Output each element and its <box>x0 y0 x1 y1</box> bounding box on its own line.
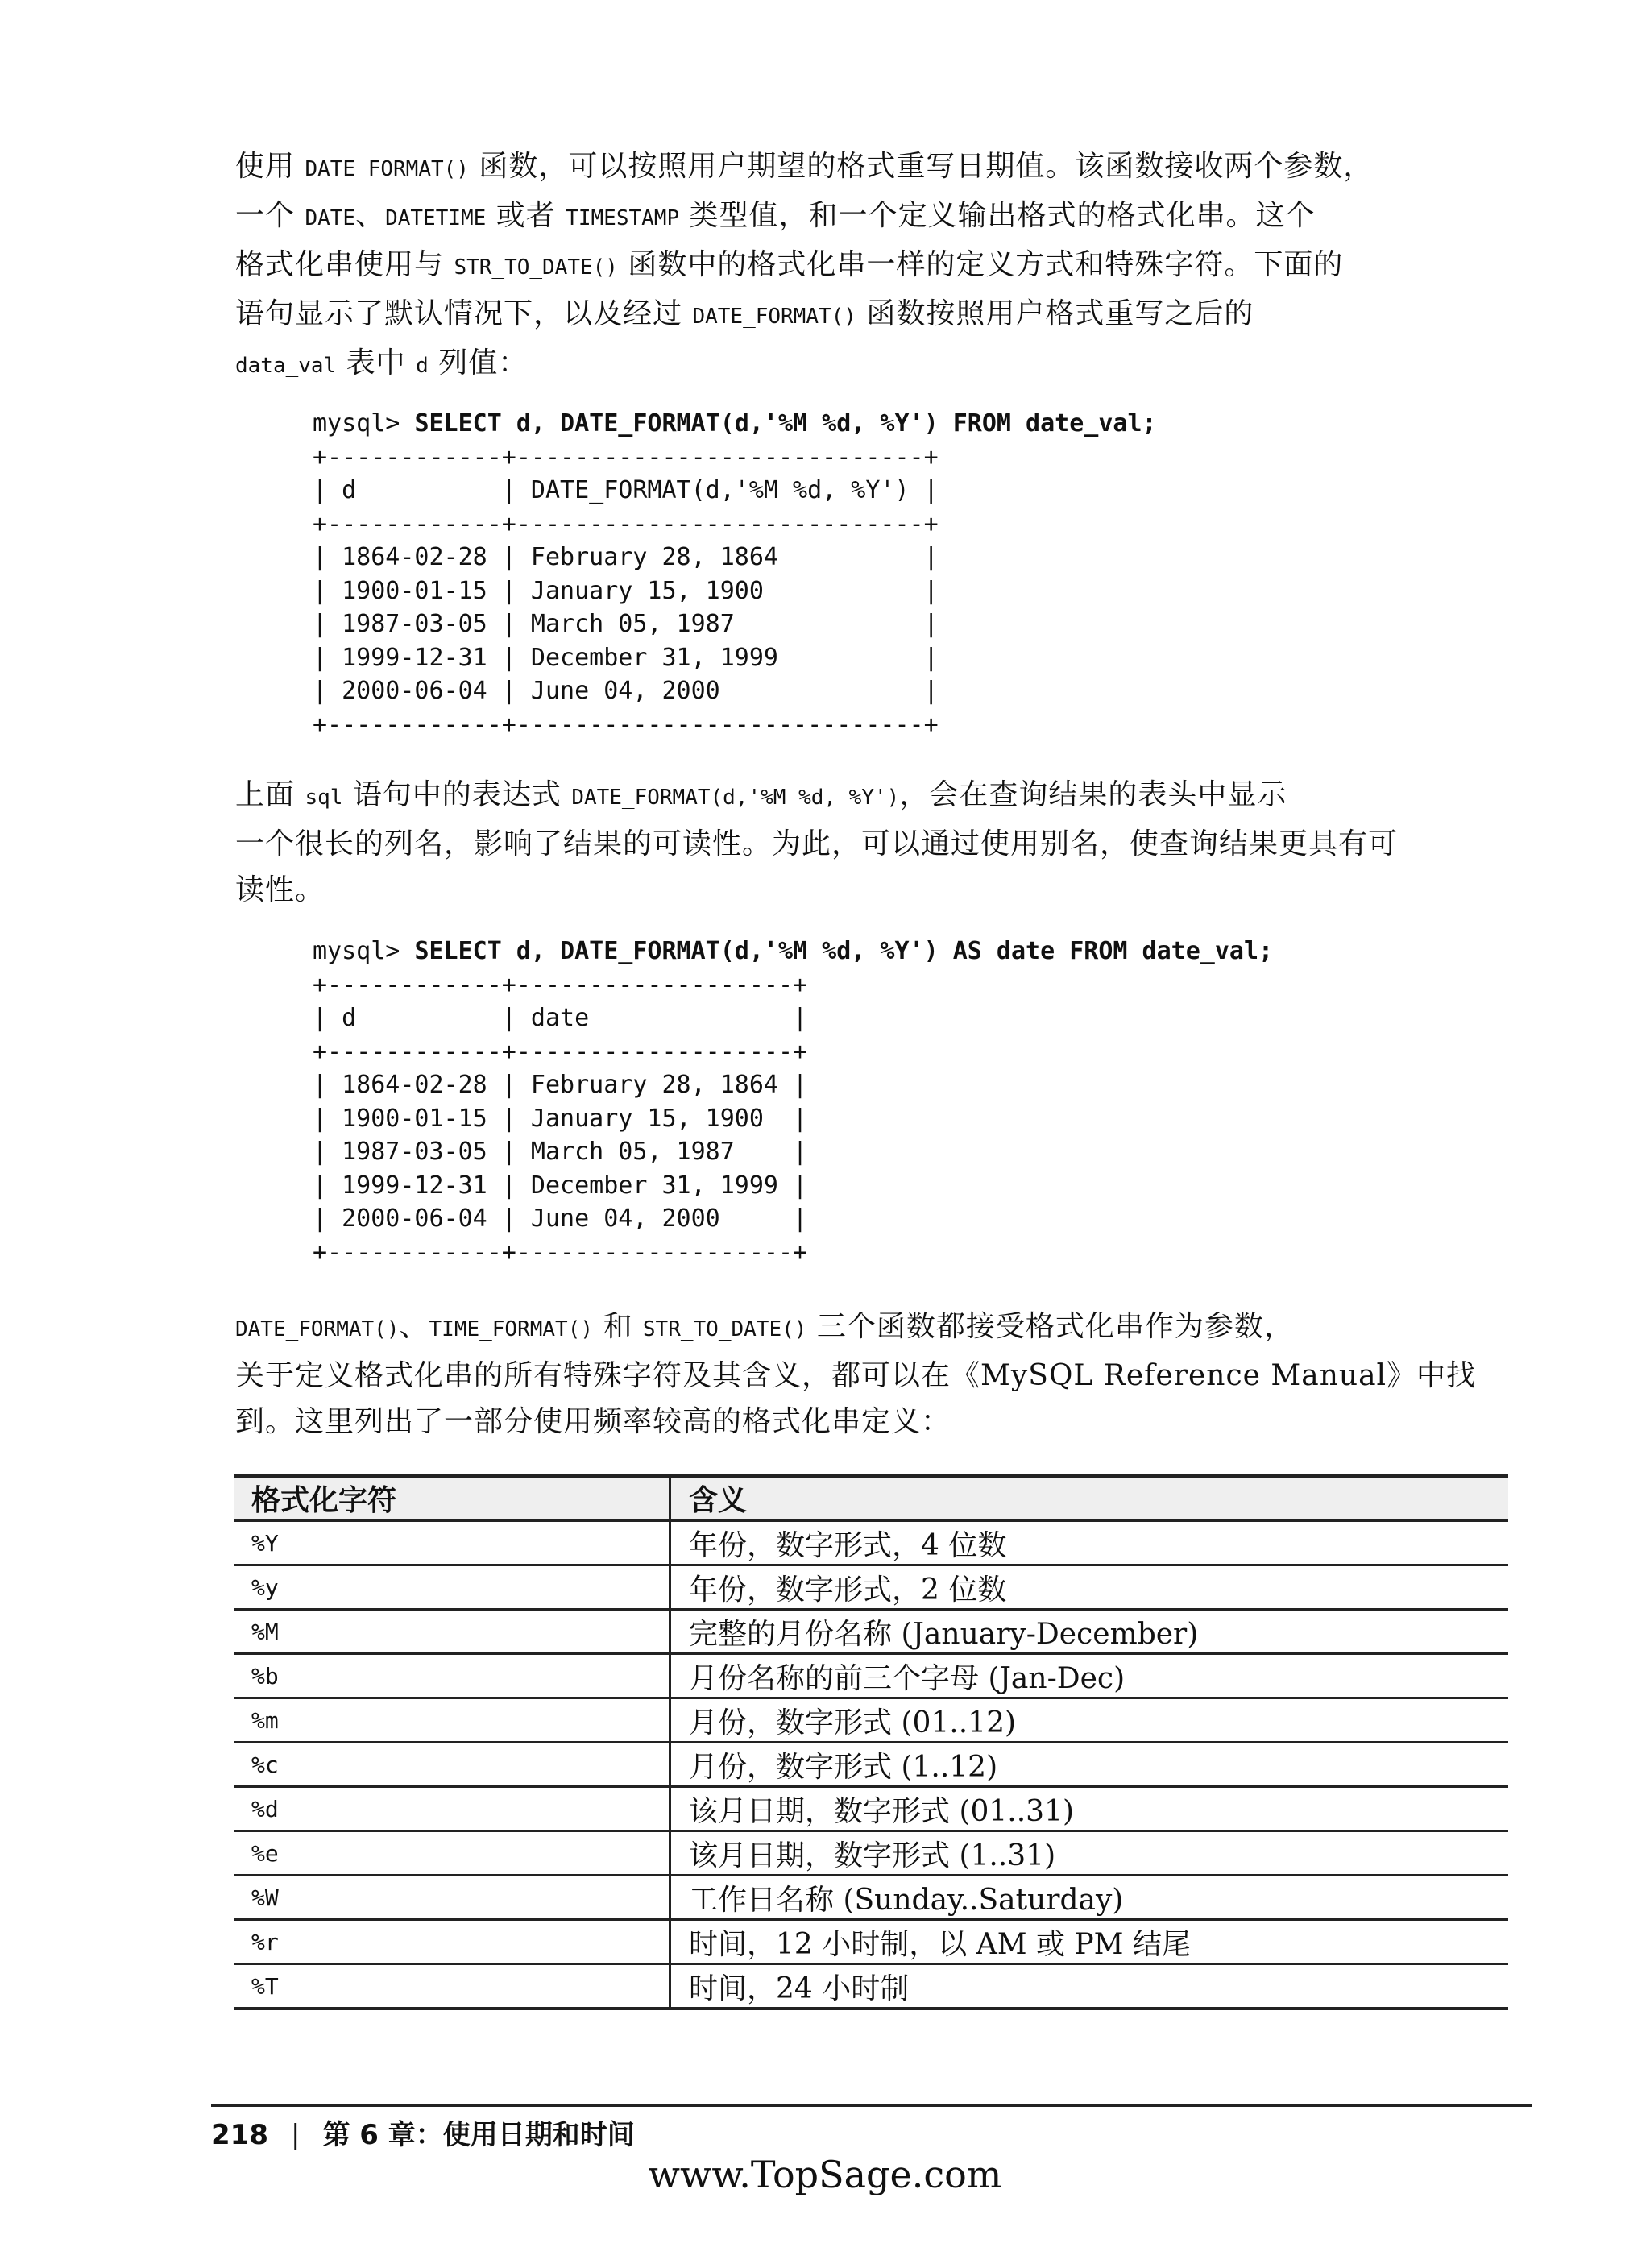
text-run: 一个很长的列名，影响了结果的可读性。为此，可以通过使用别名，使查询结果更具有可 <box>235 827 1399 860</box>
text-run: 使用 <box>235 150 305 183</box>
specifier-cell: %Y <box>234 1520 670 1565</box>
text-run: 函数按照用户格式重写之后的 <box>856 297 1254 330</box>
code-block-query1 <box>313 407 1157 741</box>
inline-code: DATE_FORMAT() <box>692 305 856 329</box>
inline-code: DATE_FORMAT() <box>305 157 469 181</box>
inline-code: STR_TO_DATE() <box>454 255 618 280</box>
column-header-specifier: 格式化字符 <box>234 1476 670 1520</box>
inline-code: STR_TO_DATE() <box>642 1317 807 1341</box>
page-number: 218 <box>211 2119 268 2151</box>
result-line: | 1864-02-28 | February 28, 1864 | <box>313 543 939 571</box>
inline-code: DATE_FORMAT() <box>235 1317 400 1341</box>
text-run: 或者 <box>486 199 566 232</box>
inline-code: TIME_FORMAT() <box>429 1317 594 1341</box>
text-run: 三个函数都接受格式化串作为参数， <box>806 1310 1294 1343</box>
table-row <box>234 1743 1508 1787</box>
text-line <box>235 1353 1508 1399</box>
result-line: | 1900-01-15 | January 15, 1900 | <box>313 1104 808 1133</box>
inline-code: DATE_FORMAT(d,'%M %d, %Y') <box>571 786 900 810</box>
result-line: | 1987-03-05 | March 05, 1987 | <box>313 610 939 638</box>
text-run: 、 <box>399 1310 429 1343</box>
text-run: 和 <box>593 1310 643 1343</box>
format-specifier-table <box>234 1474 1508 2010</box>
mysql-prompt: mysql> <box>313 409 415 437</box>
specifier-cell: %T <box>234 1964 670 2009</box>
page-footer <box>211 2113 635 2152</box>
text-line <box>235 1399 1508 1445</box>
text-line <box>235 867 1508 913</box>
meaning-cell: 时间，12 小时制，以 AM 或 PM 结尾 <box>670 1920 1509 1964</box>
mysql-prompt: mysql> <box>313 937 415 965</box>
specifier-cell: %c <box>234 1743 670 1787</box>
meaning-cell: 时间，24 小时制 <box>670 1964 1509 2009</box>
result-line: | 1864-02-28 | February 28, 1864 | <box>313 1071 808 1099</box>
result-line: +------------+-------------------+ <box>313 1037 808 1066</box>
text-run: 表中 <box>336 346 417 379</box>
meaning-cell: 该月日期，数字形式 (1..31) <box>670 1831 1509 1876</box>
inline-code: sql <box>305 786 343 810</box>
text-line <box>235 772 1508 821</box>
specifier-cell: %y <box>234 1565 670 1610</box>
table-row <box>234 1920 1508 1964</box>
result-line: | 1900-01-15 | January 15, 1900 | <box>313 576 939 605</box>
meaning-cell: 月份，数字形式 (01..12) <box>670 1698 1509 1743</box>
table-row <box>234 1876 1508 1920</box>
text-run: 、 <box>355 199 386 232</box>
sql-query-line <box>313 407 1157 441</box>
table-header-row <box>234 1476 1508 1520</box>
table-row <box>234 1654 1508 1698</box>
sql-statement: SELECT d, DATE_FORMAT(d,'%M %d, %Y') AS date FROM date_val; <box>414 937 1274 965</box>
table-row <box>234 1831 1508 1876</box>
table-row <box>234 1698 1508 1743</box>
text-run: 类型值，和一个定义输出格式的格式化串。这个 <box>679 199 1316 232</box>
specifier-cell: %M <box>234 1610 670 1654</box>
result-line: +------------+----------------------------+ <box>313 509 939 538</box>
table-row <box>234 1565 1508 1610</box>
result-line: +------------+-------------------+ <box>313 1238 808 1267</box>
text-run: 语句显示了默认情况下，以及经过 <box>235 297 693 330</box>
text-line <box>235 193 1508 242</box>
text-run: 关于定义格式化串的所有特殊字符及其含义，都可以在《MySQL Reference Manual》中找 <box>235 1359 1477 1392</box>
text-run: 函数，可以按照用户期望的格式重写日期值。该函数接收两个参数， <box>468 150 1374 183</box>
result-line: | 1999-12-31 | December 31, 1999 | <box>313 1171 808 1200</box>
code-block-query2 <box>313 935 1273 1269</box>
meaning-cell: 该月日期，数字形式 (01..31) <box>670 1787 1509 1831</box>
meaning-cell: 月份，数字形式 (1..12) <box>670 1743 1509 1787</box>
text-run: 读性。 <box>235 873 325 906</box>
column-header-meaning: 含义 <box>670 1476 1509 1520</box>
inline-code: TIMESTAMP <box>566 206 680 230</box>
text-line <box>235 821 1508 867</box>
text-run: 上面 <box>235 778 305 811</box>
result-line: | d | DATE_FORMAT(d,'%M %d, %Y') | <box>313 476 939 504</box>
result-line: | 2000-06-04 | June 04, 2000 | <box>313 677 939 705</box>
footer-divider <box>211 2104 1532 2107</box>
text-line <box>235 143 1508 193</box>
closing-paragraph <box>235 1304 1508 1445</box>
specifier-cell: %d <box>234 1787 670 1831</box>
text-run: 语句中的表达式 <box>342 778 572 811</box>
result-line: | 1987-03-05 | March 05, 1987 | <box>313 1138 808 1166</box>
specifier-cell: %r <box>234 1920 670 1964</box>
result-line: | 1999-12-31 | December 31, 1999 | <box>313 643 939 672</box>
text-run: 格式化串使用与 <box>235 248 454 281</box>
watermark-url: www.TopSage.com <box>648 2153 1002 2196</box>
sql-statement: SELECT d, DATE_FORMAT(d,'%M %d, %Y') FROM date_val; <box>414 409 1157 437</box>
inline-code: DATETIME <box>385 206 487 230</box>
sql-query-line <box>313 935 1273 968</box>
meaning-cell: 年份，数字形式，2 位数 <box>670 1565 1509 1610</box>
text-line <box>235 1304 1508 1353</box>
inline-code: d <box>416 354 429 378</box>
table-row <box>234 1964 1508 2009</box>
result-line: | 2000-06-04 | June 04, 2000 | <box>313 1204 808 1233</box>
middle-paragraph <box>235 772 1508 913</box>
meaning-cell: 月份名称的前三个字母 (Jan-Dec) <box>670 1654 1509 1698</box>
result-line: +------------+----------------------------+ <box>313 442 939 471</box>
specifier-cell: %W <box>234 1876 670 1920</box>
table-row <box>234 1610 1508 1654</box>
text-run: 函数中的格式化串一样的定义方式和特殊字符。下面的 <box>617 248 1344 281</box>
text-line <box>235 242 1508 291</box>
table-row <box>234 1520 1508 1565</box>
result-line: | d | date | <box>313 1004 808 1032</box>
meaning-cell: 年份，数字形式，4 位数 <box>670 1520 1509 1565</box>
inline-code: data_val <box>235 354 337 378</box>
text-line <box>235 340 1508 389</box>
result-line: +------------+----------------------------+ <box>313 710 939 739</box>
footer-separator: | <box>290 2119 301 2151</box>
table-row <box>234 1787 1508 1831</box>
text-run: 到。这里列出了一部分使用频率较高的格式化串定义： <box>235 1405 951 1438</box>
specifier-cell: %b <box>234 1654 670 1698</box>
meaning-cell: 完整的月份名称 (January-December) <box>670 1610 1509 1654</box>
result-line: +------------+-------------------+ <box>313 970 808 999</box>
intro-paragraph <box>235 143 1508 389</box>
text-run: 列值： <box>428 346 529 379</box>
text-run: ，会在查询结果的表头中显示 <box>899 778 1287 811</box>
text-run: 一个 <box>235 199 305 232</box>
specifier-cell: %m <box>234 1698 670 1743</box>
specifier-cell: %e <box>234 1831 670 1876</box>
text-line <box>235 291 1508 340</box>
chapter-title: 第 6 章：使用日期和时间 <box>322 2119 635 2151</box>
meaning-cell: 工作日名称 (Sunday..Saturday) <box>670 1876 1509 1920</box>
inline-code: DATE <box>305 206 356 230</box>
